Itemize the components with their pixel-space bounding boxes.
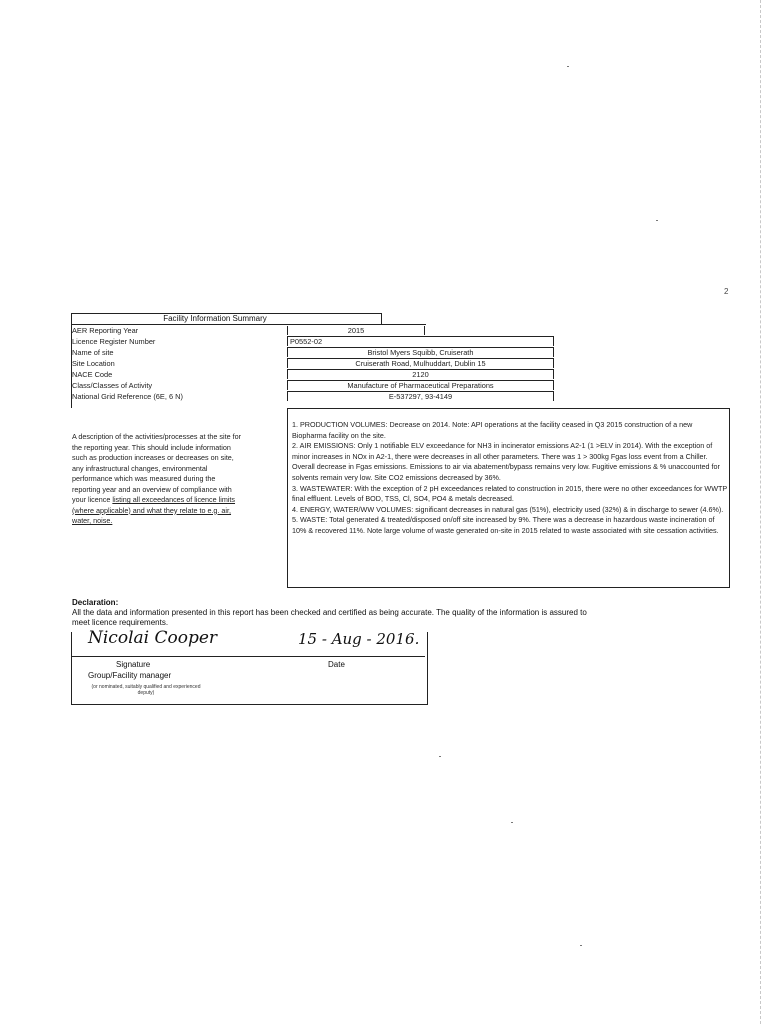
date-label: Date xyxy=(328,660,345,669)
declaration-title: Declaration: xyxy=(72,598,119,607)
row-value-class-activity: Manufacture of Pharmaceutical Preparations xyxy=(287,380,554,390)
description-item-production: 1. PRODUCTION VOLUMES: Decrease on 2014. Note: API operations at the facility ceased in Q3 2015 construction of a new Biopharma facility on the site. xyxy=(292,420,693,440)
description-item-wastewater: 3. WASTEWATER: With the exception of 2 pH exceedances related to construction in 2015, there were no other exceedances for WWTP final effluent. Levels of BOD, TSS, Cl, SO4, PO4 & metals decreased. xyxy=(292,483,728,504)
description-label-text: A description of the activities/processes at the site for the reporting year. This should include information such as production increases or decreases on site, any infrastructural changes, environmental performance which was measured during the reporting year and an overview of compliance with your licence xyxy=(72,432,241,504)
description-item-energy: 4. ENERGY, WATER/WW VOLUMES: significant decreases in natural gas (51%), electricity used (32%) & in discharge to sewer (4.6%). xyxy=(292,504,724,514)
role-label: Group/Facility manager xyxy=(88,671,172,680)
description-item-waste: 5. WASTE: Total generated & treated/disposed on/off site increased by 9%. There was a decrease in hazardous waste incineration of 10% & recovered 11%. Note large volume of waste generated on-site in 2015 related to waste associated with site cessation activities. xyxy=(292,515,719,535)
row-label-licence-number: Licence Register Number xyxy=(72,337,156,346)
scan-edge xyxy=(760,0,765,1024)
table-title: Facility Information Summary xyxy=(163,314,267,323)
row-label-grid-reference: National Grid Reference (6E, 6 N) xyxy=(72,392,183,401)
scan-speck xyxy=(511,822,513,823)
description-item-air-emissions: 2. AIR EMISSIONS: Only 1 notifiable ELV exceedance for NH3 in incinerator emissions A2-1 (1 >ELV in 2014). With the exception of minor increases in NOx in A2-1, there were decreases in all other parameters. There was 1 > 300kg Fgas loss event from a Chiller. Overall decrease in Fgas emissions. Emissions to air via abatement/bypass remains very low. Fugitive emissions & % unaccounted for solvents remain very low. Site CO2 emissions decreased by 36%. xyxy=(292,441,720,482)
declaration-text: All the data and information presented in this report has been checked and certified as being accurate. The quality of the information is assured to meet licence requirements. xyxy=(72,608,587,627)
signature-label: Signature xyxy=(116,660,151,669)
row-value-grid-reference: E-537297, 93-4149 xyxy=(287,391,554,401)
row-value-nace-code: 2120 xyxy=(287,369,554,379)
handwritten-signature: Nicolai Cooper xyxy=(88,628,218,648)
signature-line xyxy=(72,656,425,657)
row-value-site-name: Bristol Myers Squibb, Cruiserath xyxy=(287,347,554,357)
description-text xyxy=(292,420,728,537)
role-note: (or nominated, suitably qualified and experienced deputy) xyxy=(91,684,201,696)
table-top-rule xyxy=(71,324,426,325)
row-value-reporting-year: 2015 xyxy=(287,326,425,335)
row-label-site-location: Site Location xyxy=(72,359,115,368)
row-label-class-activity: Class/Classes of Activity xyxy=(72,381,153,390)
scan-speck xyxy=(656,220,658,221)
page-number: 2 xyxy=(724,287,729,296)
row-label-site-name: Name of site xyxy=(72,348,114,357)
scan-speck xyxy=(580,945,582,946)
description-label-underlined: listing all exceedances of licence limits (where applicable) and what they relate to e.g. air, water, noise. xyxy=(72,495,236,525)
row-label-nace-code: NACE Code xyxy=(72,370,113,379)
scan-speck xyxy=(567,66,569,67)
description-label xyxy=(72,432,242,527)
handwritten-date: 15 - Aug - 2016. xyxy=(298,630,420,648)
row-label-reporting-year: AER Reporting Year xyxy=(72,326,139,335)
row-value-site-location: Cruiserath Road, Mulhuddart, Dublin 15 xyxy=(287,358,554,368)
row-value-licence-number: P0552-02 xyxy=(287,336,554,346)
scan-speck xyxy=(439,756,441,757)
